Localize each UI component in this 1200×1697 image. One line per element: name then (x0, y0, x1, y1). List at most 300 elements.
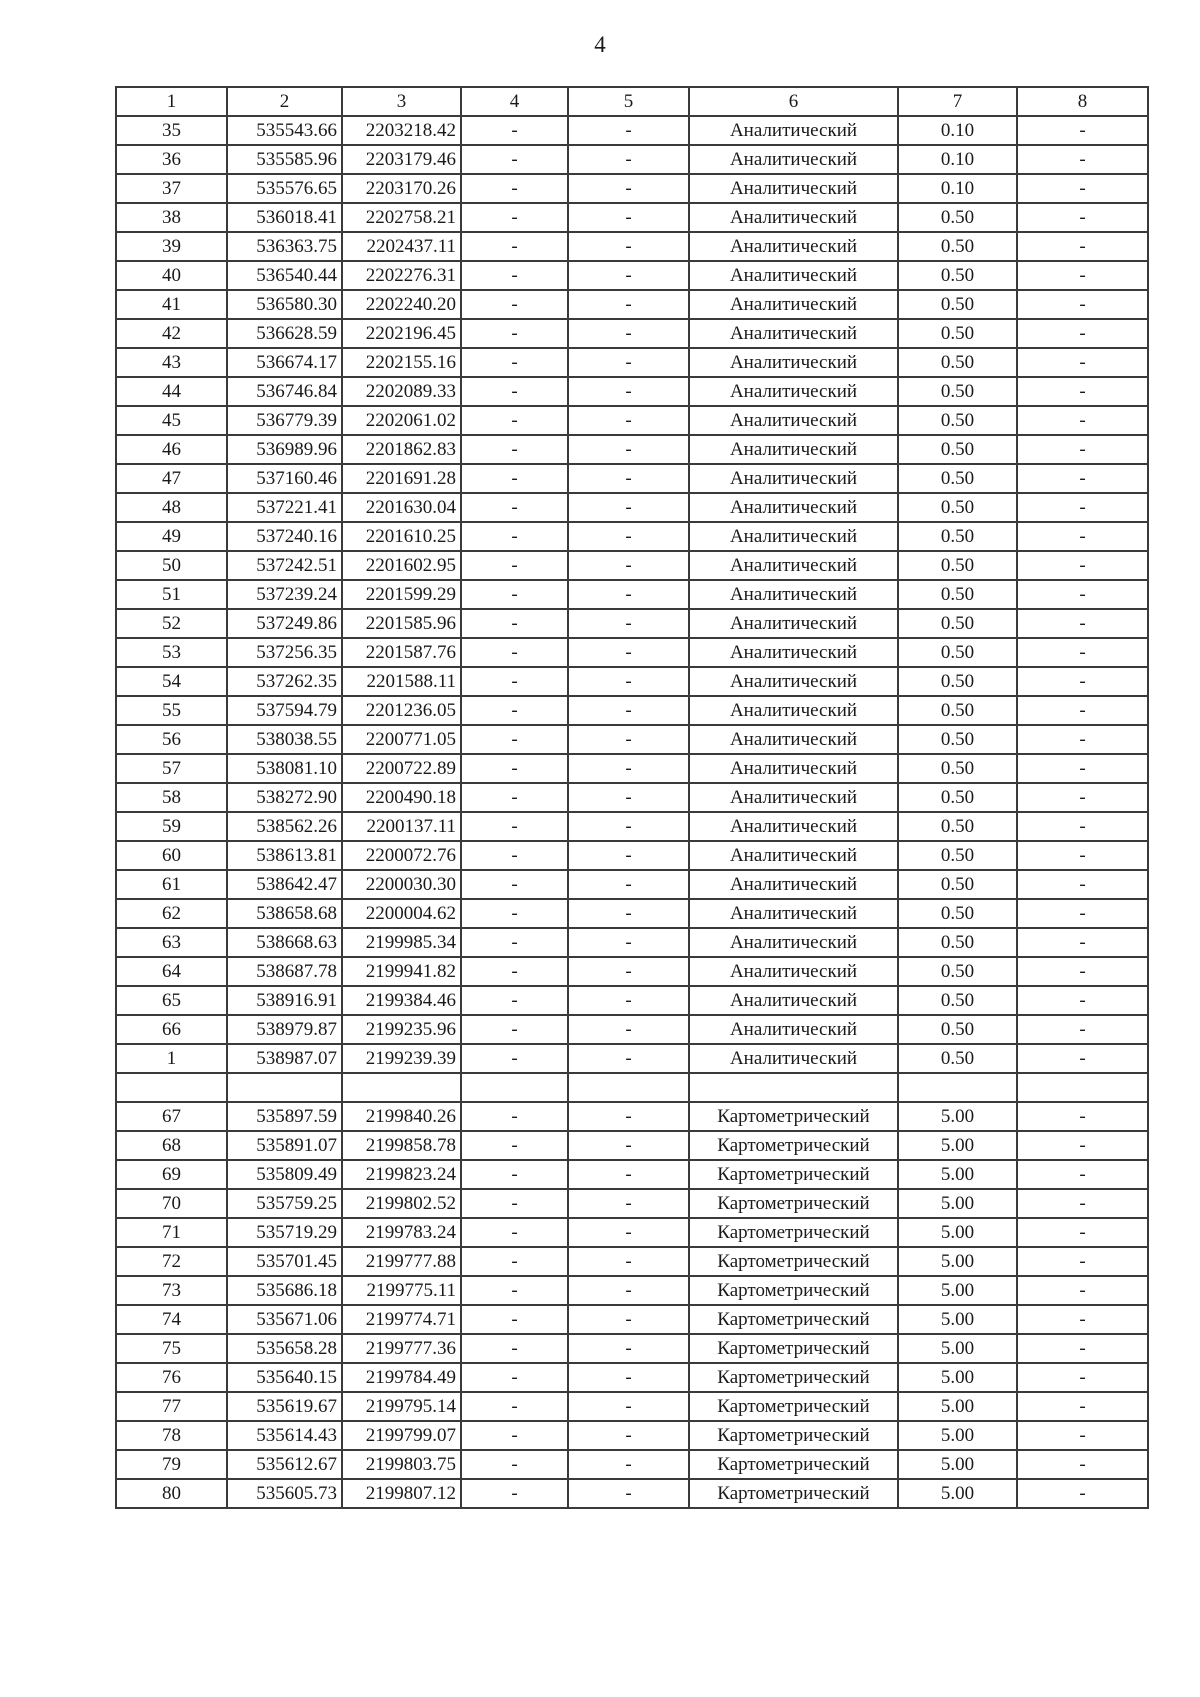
column-8-cell: - (1017, 1218, 1148, 1247)
column-5-cell: - (568, 638, 689, 667)
y-coordinate-cell: 2199775.11 (342, 1276, 461, 1305)
point-number-cell: 39 (116, 232, 227, 261)
x-coordinate-cell: 538272.90 (227, 783, 342, 812)
column-5-cell: - (568, 406, 689, 435)
column-5-cell: - (568, 116, 689, 145)
x-coordinate-cell: 535612.67 (227, 1450, 342, 1479)
table-row (116, 667, 1148, 696)
method-cell: Аналитический (689, 754, 898, 783)
table-row (116, 899, 1148, 928)
column-4-cell: - (461, 870, 568, 899)
method-cell: Аналитический (689, 203, 898, 232)
method-cell: Аналитический (689, 1044, 898, 1073)
y-coordinate-cell: 2202758.21 (342, 203, 461, 232)
x-coordinate-cell: 538687.78 (227, 957, 342, 986)
point-number-cell: 55 (116, 696, 227, 725)
x-coordinate-cell: 536580.30 (227, 290, 342, 319)
y-coordinate-cell: 2201602.95 (342, 551, 461, 580)
point-number-cell: 71 (116, 1218, 227, 1247)
method-cell: Аналитический (689, 841, 898, 870)
y-coordinate-cell: 2199783.24 (342, 1218, 461, 1247)
x-coordinate-cell: 537256.35 (227, 638, 342, 667)
accuracy-cell: 5.00 (898, 1189, 1017, 1218)
column-8-cell: - (1017, 1305, 1148, 1334)
x-coordinate-cell: 535619.67 (227, 1392, 342, 1421)
point-number-cell: 65 (116, 986, 227, 1015)
table-row (116, 232, 1148, 261)
column-5-cell: - (568, 609, 689, 638)
column-4-cell: - (461, 928, 568, 957)
y-coordinate-cell: 2200030.30 (342, 870, 461, 899)
column-5-cell: - (568, 1305, 689, 1334)
method-cell: Картометрический (689, 1247, 898, 1276)
column-8-cell: - (1017, 957, 1148, 986)
accuracy-cell: 0.50 (898, 406, 1017, 435)
accuracy-cell: 0.50 (898, 435, 1017, 464)
x-coordinate-cell: 535759.25 (227, 1189, 342, 1218)
accuracy-cell: 5.00 (898, 1160, 1017, 1189)
table-row (116, 1102, 1148, 1131)
column-5-cell: - (568, 551, 689, 580)
column-4-cell: - (461, 551, 568, 580)
column-4-cell: - (461, 725, 568, 754)
x-coordinate-cell: 536363.75 (227, 232, 342, 261)
column-4-cell: - (461, 696, 568, 725)
method-cell: Аналитический (689, 406, 898, 435)
table-row-spacer (116, 1073, 1148, 1102)
column-8-cell: - (1017, 754, 1148, 783)
column-8-cell: - (1017, 551, 1148, 580)
accuracy-cell: 0.10 (898, 145, 1017, 174)
point-number-cell: 57 (116, 754, 227, 783)
x-coordinate-cell: 537239.24 (227, 580, 342, 609)
column-5-cell: - (568, 1247, 689, 1276)
column-8-cell: - (1017, 464, 1148, 493)
point-number-cell: 75 (116, 1334, 227, 1363)
y-coordinate-cell: 2200490.18 (342, 783, 461, 812)
y-coordinate-cell: 2201588.11 (342, 667, 461, 696)
x-coordinate-cell: 538987.07 (227, 1044, 342, 1073)
point-number-cell: 77 (116, 1392, 227, 1421)
y-coordinate-cell: 2199807.12 (342, 1479, 461, 1508)
method-cell: Аналитический (689, 667, 898, 696)
point-number-cell (116, 1073, 227, 1102)
column-8-cell: - (1017, 1392, 1148, 1421)
column-5-cell: - (568, 725, 689, 754)
point-number-cell: 60 (116, 841, 227, 870)
y-coordinate-cell: 2199823.24 (342, 1160, 461, 1189)
column-4-cell: - (461, 1218, 568, 1247)
column-5-cell: - (568, 1189, 689, 1218)
column-4-cell: - (461, 609, 568, 638)
table-row (116, 1392, 1148, 1421)
table-row (116, 841, 1148, 870)
x-coordinate-cell: 535809.49 (227, 1160, 342, 1189)
column-5-cell: - (568, 1392, 689, 1421)
method-cell: Картометрический (689, 1421, 898, 1450)
column-8-cell: - (1017, 435, 1148, 464)
column-5-cell: - (568, 1102, 689, 1131)
accuracy-cell: 0.10 (898, 116, 1017, 145)
table-row (116, 145, 1148, 174)
table-row (116, 783, 1148, 812)
table-row (116, 1479, 1148, 1508)
column-8-cell: - (1017, 203, 1148, 232)
column-4-cell: - (461, 261, 568, 290)
column-4-cell: - (461, 522, 568, 551)
column-8-cell: - (1017, 1276, 1148, 1305)
accuracy-cell: 5.00 (898, 1305, 1017, 1334)
y-coordinate-cell: 2202155.16 (342, 348, 461, 377)
column-8-cell: - (1017, 290, 1148, 319)
column-4-cell: - (461, 1247, 568, 1276)
accuracy-cell: 0.50 (898, 986, 1017, 1015)
x-coordinate-cell: 535891.07 (227, 1131, 342, 1160)
accuracy-cell: 0.50 (898, 638, 1017, 667)
x-coordinate-cell: 537160.46 (227, 464, 342, 493)
method-cell: Аналитический (689, 261, 898, 290)
y-coordinate-cell: 2199774.71 (342, 1305, 461, 1334)
table-row (116, 116, 1148, 145)
table-row (116, 1218, 1148, 1247)
column-4-cell: - (461, 1421, 568, 1450)
column-8-cell: - (1017, 841, 1148, 870)
table-row (116, 348, 1148, 377)
column-8-cell: - (1017, 580, 1148, 609)
method-cell: Картометрический (689, 1392, 898, 1421)
x-coordinate-cell: 535543.66 (227, 116, 342, 145)
column-4-cell: - (461, 812, 568, 841)
column-8-cell: - (1017, 696, 1148, 725)
column-8-cell: - (1017, 406, 1148, 435)
accuracy-cell: 0.50 (898, 696, 1017, 725)
point-number-cell: 56 (116, 725, 227, 754)
accuracy-cell: 0.50 (898, 377, 1017, 406)
table-row (116, 1131, 1148, 1160)
table-row (116, 1305, 1148, 1334)
y-coordinate-cell: 2199235.96 (342, 1015, 461, 1044)
column-5-cell: - (568, 348, 689, 377)
x-coordinate-cell: 537594.79 (227, 696, 342, 725)
method-cell: Аналитический (689, 870, 898, 899)
y-coordinate-cell: 2199802.52 (342, 1189, 461, 1218)
column-5-cell: - (568, 174, 689, 203)
method-cell: Аналитический (689, 232, 898, 261)
column-8-cell: - (1017, 116, 1148, 145)
y-coordinate-cell: 2201630.04 (342, 493, 461, 522)
accuracy-cell: 5.00 (898, 1218, 1017, 1247)
accuracy-cell: 0.50 (898, 522, 1017, 551)
table-row (116, 609, 1148, 638)
y-coordinate-cell: 2199840.26 (342, 1102, 461, 1131)
method-cell: Аналитический (689, 696, 898, 725)
point-number-cell: 44 (116, 377, 227, 406)
table-header (116, 87, 1148, 116)
method-cell: Аналитический (689, 609, 898, 638)
y-coordinate-cell: 2203179.46 (342, 145, 461, 174)
point-number-cell: 79 (116, 1450, 227, 1479)
y-coordinate-cell (342, 1073, 461, 1102)
y-coordinate-cell: 2201862.83 (342, 435, 461, 464)
table-row (116, 406, 1148, 435)
accuracy-cell: 5.00 (898, 1392, 1017, 1421)
point-number-cell: 41 (116, 290, 227, 319)
accuracy-cell: 0.50 (898, 725, 1017, 754)
y-coordinate-cell: 2202240.20 (342, 290, 461, 319)
column-8-cell: - (1017, 1450, 1148, 1479)
column-8-cell: - (1017, 899, 1148, 928)
table-row (116, 174, 1148, 203)
table-row (116, 290, 1148, 319)
accuracy-cell: 5.00 (898, 1334, 1017, 1363)
table-row (116, 261, 1148, 290)
table-row (116, 957, 1148, 986)
accuracy-cell (898, 1073, 1017, 1102)
column-4-cell: - (461, 1131, 568, 1160)
column-8-cell: - (1017, 812, 1148, 841)
table-row (116, 522, 1148, 551)
x-coordinate-cell: 538668.63 (227, 928, 342, 957)
column-5-cell: - (568, 319, 689, 348)
column-4-cell: - (461, 841, 568, 870)
table-row (116, 1363, 1148, 1392)
point-number-cell: 80 (116, 1479, 227, 1508)
y-coordinate-cell: 2201599.29 (342, 580, 461, 609)
point-number-cell: 59 (116, 812, 227, 841)
accuracy-cell: 0.50 (898, 493, 1017, 522)
point-number-cell: 70 (116, 1189, 227, 1218)
column-5-cell: - (568, 667, 689, 696)
method-cell: Картометрический (689, 1102, 898, 1131)
column-4-cell: - (461, 348, 568, 377)
method-cell: Картометрический (689, 1131, 898, 1160)
point-number-cell: 52 (116, 609, 227, 638)
column-4-cell: - (461, 1305, 568, 1334)
x-coordinate-cell: 535671.06 (227, 1305, 342, 1334)
column-4-cell: - (461, 638, 568, 667)
column-4-cell: - (461, 1363, 568, 1392)
method-cell: Картометрический (689, 1160, 898, 1189)
point-number-cell: 67 (116, 1102, 227, 1131)
table-row (116, 1450, 1148, 1479)
y-coordinate-cell: 2199239.39 (342, 1044, 461, 1073)
point-number-cell: 72 (116, 1247, 227, 1276)
x-coordinate-cell: 535605.73 (227, 1479, 342, 1508)
accuracy-cell: 0.50 (898, 232, 1017, 261)
accuracy-cell: 0.50 (898, 899, 1017, 928)
y-coordinate-cell: 2202437.11 (342, 232, 461, 261)
column-4-cell: - (461, 580, 568, 609)
method-cell: Аналитический (689, 145, 898, 174)
column-5-cell: - (568, 232, 689, 261)
y-coordinate-cell: 2199985.34 (342, 928, 461, 957)
y-coordinate-cell: 2201691.28 (342, 464, 461, 493)
y-coordinate-cell: 2202196.45 (342, 319, 461, 348)
method-cell: Картометрический (689, 1305, 898, 1334)
accuracy-cell: 5.00 (898, 1131, 1017, 1160)
column-8-cell: - (1017, 1363, 1148, 1392)
x-coordinate-cell: 536540.44 (227, 261, 342, 290)
column-4-cell: - (461, 174, 568, 203)
method-cell: Аналитический (689, 435, 898, 464)
column-8-cell: - (1017, 1189, 1148, 1218)
column-4-cell: - (461, 783, 568, 812)
column-8-cell: - (1017, 522, 1148, 551)
table-row (116, 493, 1148, 522)
column-header-1: 1 (116, 87, 227, 116)
table-row (116, 638, 1148, 667)
y-coordinate-cell: 2200137.11 (342, 812, 461, 841)
column-5-cell: - (568, 1218, 689, 1247)
column-5-cell: - (568, 1421, 689, 1450)
y-coordinate-cell: 2202061.02 (342, 406, 461, 435)
point-number-cell: 1 (116, 1044, 227, 1073)
column-8-cell: - (1017, 319, 1148, 348)
table-row (116, 464, 1148, 493)
method-cell: Аналитический (689, 290, 898, 319)
x-coordinate-cell: 538562.26 (227, 812, 342, 841)
method-cell: Аналитический (689, 580, 898, 609)
table-row (116, 725, 1148, 754)
column-4-cell: - (461, 986, 568, 1015)
accuracy-cell: 0.50 (898, 319, 1017, 348)
table-row (116, 435, 1148, 464)
table-row (116, 377, 1148, 406)
column-4-cell: - (461, 319, 568, 348)
method-cell: Аналитический (689, 986, 898, 1015)
y-coordinate-cell: 2201610.25 (342, 522, 461, 551)
x-coordinate-cell: 537242.51 (227, 551, 342, 580)
x-coordinate-cell: 538916.91 (227, 986, 342, 1015)
column-5-cell: - (568, 754, 689, 783)
column-4-cell: - (461, 1044, 568, 1073)
table-row (116, 1421, 1148, 1450)
column-4-cell: - (461, 464, 568, 493)
y-coordinate-cell: 2200722.89 (342, 754, 461, 783)
column-8-cell: - (1017, 348, 1148, 377)
x-coordinate-cell: 535686.18 (227, 1276, 342, 1305)
column-4-cell: - (461, 667, 568, 696)
y-coordinate-cell: 2203218.42 (342, 116, 461, 145)
y-coordinate-cell: 2199784.49 (342, 1363, 461, 1392)
column-8-cell (1017, 1073, 1148, 1102)
point-number-cell: 42 (116, 319, 227, 348)
method-cell: Аналитический (689, 551, 898, 580)
column-header-7: 7 (898, 87, 1017, 116)
column-5-cell: - (568, 377, 689, 406)
column-8-cell: - (1017, 1044, 1148, 1073)
column-4-cell: - (461, 435, 568, 464)
column-8-cell: - (1017, 1015, 1148, 1044)
table-row (116, 580, 1148, 609)
point-number-cell: 40 (116, 261, 227, 290)
accuracy-cell: 0.50 (898, 290, 1017, 319)
accuracy-cell: 5.00 (898, 1102, 1017, 1131)
point-number-cell: 76 (116, 1363, 227, 1392)
column-5-cell: - (568, 899, 689, 928)
column-5-cell: - (568, 1131, 689, 1160)
table-row (116, 1276, 1148, 1305)
column-5-cell: - (568, 783, 689, 812)
column-4-cell: - (461, 145, 568, 174)
method-cell: Картометрический (689, 1479, 898, 1508)
column-5-cell: - (568, 1015, 689, 1044)
column-8-cell: - (1017, 261, 1148, 290)
table-row (116, 928, 1148, 957)
column-4-cell: - (461, 232, 568, 261)
column-8-cell: - (1017, 232, 1148, 261)
point-number-cell: 43 (116, 348, 227, 377)
column-8-cell: - (1017, 377, 1148, 406)
column-8-cell: - (1017, 986, 1148, 1015)
point-number-cell: 63 (116, 928, 227, 957)
column-5-cell: - (568, 435, 689, 464)
table-row (116, 551, 1148, 580)
column-8-cell: - (1017, 1247, 1148, 1276)
method-cell: Аналитический (689, 116, 898, 145)
column-4-cell: - (461, 1334, 568, 1363)
point-number-cell: 78 (116, 1421, 227, 1450)
column-5-cell: - (568, 580, 689, 609)
accuracy-cell: 0.50 (898, 1015, 1017, 1044)
x-coordinate-cell: 535585.96 (227, 145, 342, 174)
column-8-cell: - (1017, 725, 1148, 754)
column-4-cell: - (461, 203, 568, 232)
method-cell: Аналитический (689, 812, 898, 841)
table-row (116, 986, 1148, 1015)
table-row (116, 1334, 1148, 1363)
column-4-cell: - (461, 406, 568, 435)
column-5-cell: - (568, 1276, 689, 1305)
y-coordinate-cell: 2199777.36 (342, 1334, 461, 1363)
accuracy-cell: 5.00 (898, 1276, 1017, 1305)
point-number-cell: 54 (116, 667, 227, 696)
coordinates-table (115, 86, 1149, 1509)
point-number-cell: 73 (116, 1276, 227, 1305)
y-coordinate-cell: 2200072.76 (342, 841, 461, 870)
point-number-cell: 74 (116, 1305, 227, 1334)
column-4-cell: - (461, 377, 568, 406)
method-cell: Картометрический (689, 1218, 898, 1247)
x-coordinate-cell: 536018.41 (227, 203, 342, 232)
column-8-cell: - (1017, 493, 1148, 522)
method-cell: Аналитический (689, 522, 898, 551)
x-coordinate-cell: 538081.10 (227, 754, 342, 783)
y-coordinate-cell: 2199795.14 (342, 1392, 461, 1421)
y-coordinate-cell: 2202276.31 (342, 261, 461, 290)
table-row (116, 812, 1148, 841)
x-coordinate-cell: 538658.68 (227, 899, 342, 928)
method-cell: Аналитический (689, 377, 898, 406)
column-5-cell: - (568, 1450, 689, 1479)
point-number-cell: 69 (116, 1160, 227, 1189)
header-row (116, 87, 1148, 116)
point-number-cell: 53 (116, 638, 227, 667)
column-4-cell: - (461, 1160, 568, 1189)
x-coordinate-cell: 538979.87 (227, 1015, 342, 1044)
accuracy-cell: 0.50 (898, 841, 1017, 870)
y-coordinate-cell: 2199777.88 (342, 1247, 461, 1276)
column-4-cell: - (461, 493, 568, 522)
column-4-cell: - (461, 957, 568, 986)
column-5-cell: - (568, 1479, 689, 1508)
accuracy-cell: 0.50 (898, 580, 1017, 609)
column-header-6: 6 (689, 87, 898, 116)
accuracy-cell: 0.50 (898, 1044, 1017, 1073)
method-cell: Аналитический (689, 493, 898, 522)
table-row (116, 1247, 1148, 1276)
column-8-cell: - (1017, 783, 1148, 812)
